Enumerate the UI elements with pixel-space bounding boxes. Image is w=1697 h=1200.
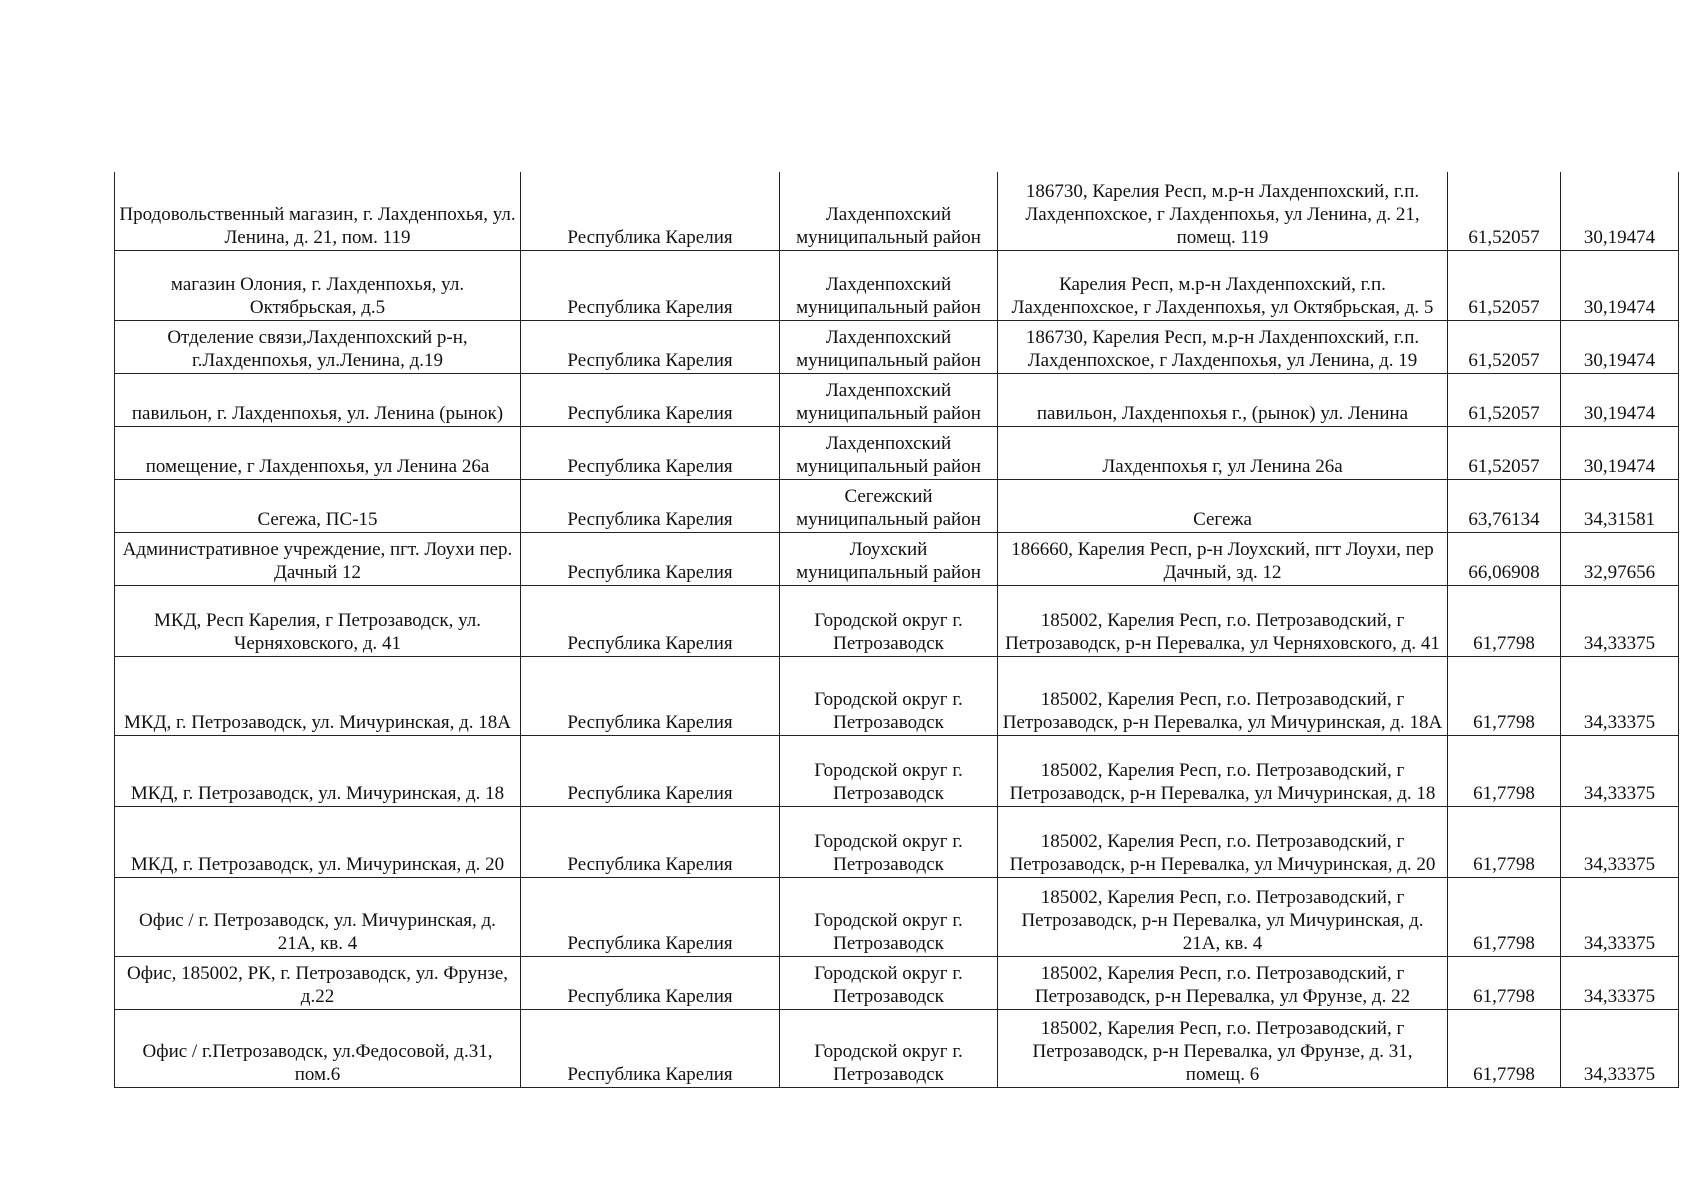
table-row <box>115 172 1679 250</box>
longitude-cell: 30,19474 <box>1561 373 1679 426</box>
longitude-cell: 30,19474 <box>1561 172 1679 250</box>
latitude-cell: 61,7798 <box>1448 806 1561 877</box>
address-cell: Карелия Респ, м.р-н Лахденпохский, г.п. Лахденпохское, г Лахденпохья, ул Октябрьская, д. 5 <box>998 250 1448 320</box>
region-cell: Республика Карелия <box>521 656 780 735</box>
object-name-cell: Офис, 185002, РК, г. Петрозаводск, ул. Фрунзе, д.22 <box>115 956 521 1009</box>
address-cell: 186730, Карелия Респ, м.р-н Лахденпохский, г.п. Лахденпохское, г Лахденпохья, ул Ленина, д. 19 <box>998 320 1448 373</box>
region-cell: Республика Карелия <box>521 426 780 479</box>
longitude-cell: 34,33375 <box>1561 956 1679 1009</box>
table-row <box>115 956 1679 1009</box>
district-cell: Городской округ г. Петрозаводск <box>780 656 998 735</box>
district-cell: Городской округ г. Петрозаводск <box>780 585 998 656</box>
district-cell: Лахденпохский муниципальный район <box>780 250 998 320</box>
table-row <box>115 877 1679 956</box>
longitude-cell: 32,97656 <box>1561 532 1679 585</box>
table-row <box>115 250 1679 320</box>
table-row <box>115 656 1679 735</box>
longitude-cell: 34,31581 <box>1561 479 1679 532</box>
latitude-cell: 61,7798 <box>1448 585 1561 656</box>
district-cell: Лоухский муниципальный район <box>780 532 998 585</box>
longitude-cell: 34,33375 <box>1561 585 1679 656</box>
region-cell: Республика Карелия <box>521 877 780 956</box>
table-row <box>115 585 1679 656</box>
table-row <box>115 1009 1679 1087</box>
address-cell: 185002, Карелия Респ, г.о. Петрозаводский, г Петрозаводск, р-н Перевалка, ул Мичуринская, д. 21А, кв. 4 <box>998 877 1448 956</box>
latitude-cell: 61,7798 <box>1448 877 1561 956</box>
latitude-cell: 61,7798 <box>1448 656 1561 735</box>
district-cell: Городской округ г. Петрозаводск <box>780 877 998 956</box>
table-row <box>115 373 1679 426</box>
address-cell: 185002, Карелия Респ, г.о. Петрозаводский, г Петрозаводск, р-н Перевалка, ул Мичуринская, д. 18 <box>998 735 1448 806</box>
longitude-cell: 30,19474 <box>1561 250 1679 320</box>
district-cell: Городской округ г. Петрозаводск <box>780 735 998 806</box>
longitude-cell: 30,19474 <box>1561 320 1679 373</box>
address-cell: Сегежа <box>998 479 1448 532</box>
longitude-cell: 34,33375 <box>1561 877 1679 956</box>
address-cell: 186660, Карелия Респ, р-н Лоухский, пгт Лоухи, пер Дачный, зд. 12 <box>998 532 1448 585</box>
address-cell: 185002, Карелия Респ, г.о. Петрозаводский, г Петрозаводск, р-н Перевалка, ул Фрунзе, д. 31, помещ. 6 <box>998 1009 1448 1087</box>
object-name-cell: МКД, г. Петрозаводск, ул. Мичуринская, д. 18А <box>115 656 521 735</box>
latitude-cell: 61,52057 <box>1448 373 1561 426</box>
address-cell: 185002, Карелия Респ, г.о. Петрозаводский, г Петрозаводск, р-н Перевалка, ул Мичуринская, д. 18А <box>998 656 1448 735</box>
district-cell: Лахденпохский муниципальный район <box>780 320 998 373</box>
address-cell: 185002, Карелия Респ, г.о. Петрозаводский, г Петрозаводск, р-н Перевалка, ул Черняховского, д. 41 <box>998 585 1448 656</box>
longitude-cell: 34,33375 <box>1561 656 1679 735</box>
address-cell: 185002, Карелия Респ, г.о. Петрозаводский, г Петрозаводск, р-н Перевалка, ул Мичуринская, д. 20 <box>998 806 1448 877</box>
region-cell: Республика Карелия <box>521 1009 780 1087</box>
table-row <box>115 320 1679 373</box>
address-cell: Лахденпохья г, ул Ленина 26а <box>998 426 1448 479</box>
longitude-cell: 34,33375 <box>1561 735 1679 806</box>
longitude-cell: 34,33375 <box>1561 1009 1679 1087</box>
object-name-cell: МКД, г. Петрозаводск, ул. Мичуринская, д. 20 <box>115 806 521 877</box>
district-cell: Лахденпохский муниципальный район <box>780 426 998 479</box>
latitude-cell: 61,52057 <box>1448 172 1561 250</box>
latitude-cell: 63,76134 <box>1448 479 1561 532</box>
object-name-cell: МКД, г. Петрозаводск, ул. Мичуринская, д. 18 <box>115 735 521 806</box>
objects-table <box>114 172 1679 1088</box>
object-name-cell: Административное учреждение, пгт. Лоухи пер. Дачный 12 <box>115 532 521 585</box>
object-name-cell: Продовольственный магазин, г. Лахденпохья, ул. Ленина, д. 21, пом. 119 <box>115 172 521 250</box>
table-row <box>115 426 1679 479</box>
object-name-cell: магазин Олония, г. Лахденпохья, ул. Октябрьская, д.5 <box>115 250 521 320</box>
district-cell: Городской округ г. Петрозаводск <box>780 956 998 1009</box>
object-name-cell: помещение, г Лахденпохья, ул Ленина 26а <box>115 426 521 479</box>
table-row <box>115 806 1679 877</box>
region-cell: Республика Карелия <box>521 735 780 806</box>
region-cell: Республика Карелия <box>521 532 780 585</box>
region-cell: Республика Карелия <box>521 585 780 656</box>
latitude-cell: 66,06908 <box>1448 532 1561 585</box>
region-cell: Республика Карелия <box>521 479 780 532</box>
region-cell: Республика Карелия <box>521 373 780 426</box>
object-name-cell: Офис / г. Петрозаводск, ул. Мичуринская, д. 21А, кв. 4 <box>115 877 521 956</box>
latitude-cell: 61,52057 <box>1448 426 1561 479</box>
district-cell: Городской округ г. Петрозаводск <box>780 1009 998 1087</box>
object-name-cell: Сегежа, ПС-15 <box>115 479 521 532</box>
longitude-cell: 30,19474 <box>1561 426 1679 479</box>
district-cell: Лахденпохский муниципальный район <box>780 373 998 426</box>
latitude-cell: 61,7798 <box>1448 1009 1561 1087</box>
object-name-cell: Отделение связи,Лахденпохский р-н, г.Лахденпохья, ул.Ленина, д.19 <box>115 320 521 373</box>
district-cell: Городской округ г. Петрозаводск <box>780 806 998 877</box>
region-cell: Республика Карелия <box>521 320 780 373</box>
object-name-cell: павильон, г. Лахденпохья, ул. Ленина (рынок) <box>115 373 521 426</box>
region-cell: Республика Карелия <box>521 806 780 877</box>
table-row <box>115 735 1679 806</box>
district-cell: Сегежский муниципальный район <box>780 479 998 532</box>
table-row <box>115 479 1679 532</box>
latitude-cell: 61,52057 <box>1448 250 1561 320</box>
latitude-cell: 61,7798 <box>1448 735 1561 806</box>
region-cell: Республика Карелия <box>521 250 780 320</box>
address-cell: 185002, Карелия Респ, г.о. Петрозаводский, г Петрозаводск, р-н Перевалка, ул Фрунзе, д. 22 <box>998 956 1448 1009</box>
latitude-cell: 61,52057 <box>1448 320 1561 373</box>
latitude-cell: 61,7798 <box>1448 956 1561 1009</box>
object-name-cell: МКД, Респ Карелия, г Петрозаводск, ул. Черняховского, д. 41 <box>115 585 521 656</box>
address-cell: павильон, Лахденпохья г., (рынок) ул. Ленина <box>998 373 1448 426</box>
address-cell: 186730, Карелия Респ, м.р-н Лахденпохский, г.п. Лахденпохское, г Лахденпохья, ул Ленина, д. 21, помещ. 119 <box>998 172 1448 250</box>
table-row <box>115 532 1679 585</box>
region-cell: Республика Карелия <box>521 956 780 1009</box>
region-cell: Республика Карелия <box>521 172 780 250</box>
object-name-cell: Офис / г.Петрозаводск, ул.Федосовой, д.31, пом.6 <box>115 1009 521 1087</box>
longitude-cell: 34,33375 <box>1561 806 1679 877</box>
district-cell: Лахденпохский муниципальный район <box>780 172 998 250</box>
